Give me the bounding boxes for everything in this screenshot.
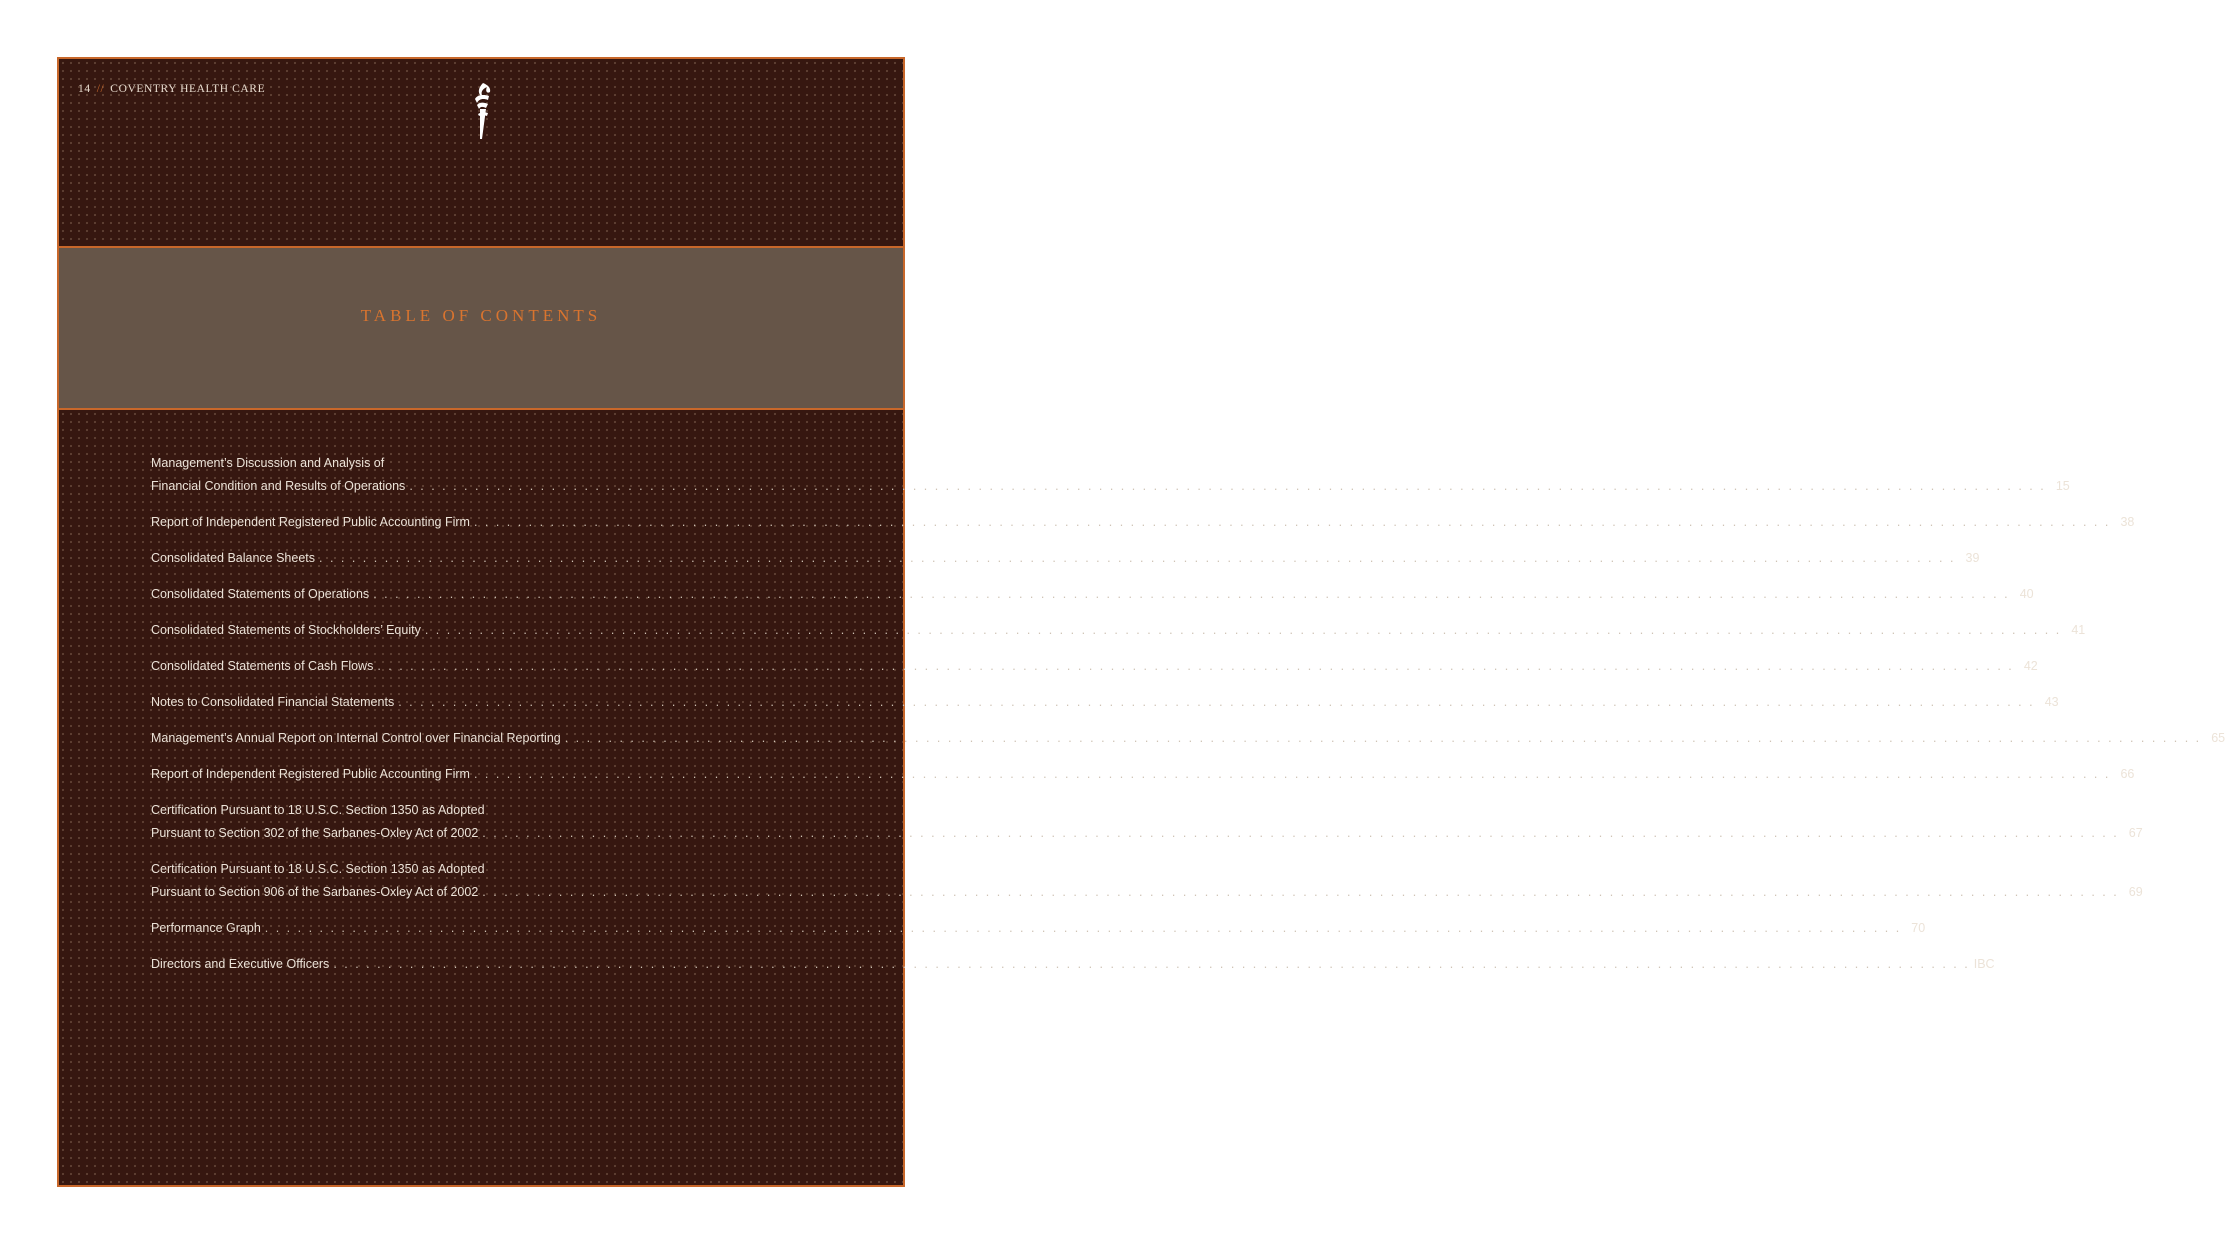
toc-line [151,475,2070,498]
running-head [78,83,265,95]
dot-leader: . . . . . . . . . . . . . . . . . . . . . . . . . . . . . . . . . . . . . . . . . . . . . . . . . . . . . . . . . . . . . . . . . . . . . . . . . . . . . . . . . . . . . . . . . . . . . . . . . . . . . . . . . . . . . . . . . . . . . . . . . . . . . . . . . . . . . . . . . . . . . . . . . . . . . . [482,885,2119,899]
toc-entry-title: Consolidated Statements of Stockholders’ Equity [151,623,421,637]
toc-page-number: 15 [2055,479,2070,493]
toc-line [151,619,2086,642]
toc-entry-title: Report of Independent Registered Public Accounting Firm [151,767,470,781]
toc-entry-title: Pursuant to Section 906 of the Sarbanes-Oxley Act of 2002 [151,885,479,899]
toc-entry-title: Consolidated Balance Sheets [151,551,316,565]
toc-page-number: 67 [2128,826,2143,840]
toc-entry-title: Certification Pursuant to 18 U.S.C. Section 1350 as Adopted [151,862,485,876]
table-of-contents [151,452,2225,989]
toc-page-number: 41 [2071,623,2086,637]
toc-line [151,511,2135,534]
dot-leader: . . . . . . . . . . . . . . . . . . . . . . . . . . . . . . . . . . . . . . . . . . . . . . . . . . . . . . . . . . . . . . . . . . . . . . . . . . . . . . . . . . . . . . . . . . . . . . . . . . . . . . . . . . . . . . . . . . . . . . . . . . . . . . . . . . . . . . . . . . . . . . . . . . . . . . [398,695,2035,709]
toc-line [151,799,831,822]
toc-entry [151,452,2070,498]
toc-line [151,655,2038,678]
page-title: TABLE OF CONTENTS [360,306,602,325]
toc-line [151,917,1926,940]
toc-entry [151,727,2225,750]
page-frame [57,57,2225,1187]
dot-leader: . . . . . . . . . . . . . . . . . . . . . . . . . . . . . . . . . . . . . . . . . . . . . . . . . . . . . . . . . . . . . . . . . . . . . . . . . . . . . . . . . . . . . . . . . . . . . . . . . . . . . . . . . . . . . . . . . . . . . . . . . . . . . . . . . . . . . . . . . . . . . . . . . . . . . . [373,587,2010,601]
toc-page-number: 42 [2023,659,2038,673]
page-number: 14 [78,83,91,95]
toc-page-number: IBC [1973,957,1995,971]
dot-leader: . . . . . . . . . . . . . . . . . . . . . . . . . . . . . . . . . . . . . . . . . . . . . . . . . . . . . . . . . . . . . . . . . . . . . . . . . . . . . . . . . . . . . . . . . . . . . . . . . . . . . . . . . . . . . . . . . . . . . . . . . . . . . . . . . . . . . . . . . . . . . . . . . . . . . . [333,957,1970,971]
dot-leader: . . . . . . . . . . . . . . . . . . . . . . . . . . . . . . . . . . . . . . . . . . . . . . . . . . . . . . . . . . . . . . . . . . . . . . . . . . . . . . . . . . . . . . . . . . . . . . . . . . . . . . . . . . . . . . . . . . . . . . . . . . . . . . . . . . . . . . . . . . . . . . . . . . . . . . [473,515,2111,529]
company-name: COVENTRY HEALTH CARE [110,83,266,95]
toc-entry-title: Financial Condition and Results of Operations [151,479,406,493]
toc-entry-title: Report of Independent Registered Public Accounting Firm [151,515,470,529]
toc-line [151,547,1980,570]
toc-line [151,953,1995,976]
toc-entry [151,799,2143,845]
toc-entry [151,547,1980,570]
toc-entry-title: Consolidated Statements of Cash Flows [151,659,374,673]
toc-line [151,881,2143,904]
toc-entry [151,917,1926,940]
header-band [59,59,903,246]
dot-leader: . . . . . . . . . . . . . . . . . . . . . . . . . . . . . . . . . . . . . . . . . . . . . . . . . . . . . . . . . . . . . . . . . . . . . . . . . . . . . . . . . . . . . . . . . . . . . . . . . . . . . . . . . . . . . . . . . . . . . . . . . . . . . . . . . . . . . . . . . . . . . . . . . . . . . . [473,767,2111,781]
toc-line [151,822,2143,845]
toc-entry [151,655,2038,678]
toc-page-number: 38 [2120,515,2135,529]
toc-entry-title: Performance Graph [151,921,261,935]
dot-leader: . . . . . . . . . . . . . . . . . . . . . . . . . . . . . . . . . . . . . . . . . . . . . . . . . . . . . . . . . . . . . . . . . . . . . . . . . . . . . . . . . . . . . . . . . . . . . . . . . . . . . . . . . . . . . . . . . . . . . . . . . . . . . . . . . . . . . . . . . . . . . . . . . . . . . . [264,921,1902,935]
toc-page-number: 65 [2211,731,2225,745]
toc-page-number: 43 [2044,695,2059,709]
toc-line [151,583,2034,606]
dot-leader: . . . . . . . . . . . . . . . . . . . . . . . . . . . . . . . . . . . . . . . . . . . . . . . . . . . . . . . . . . . . . . . . . . . . . . . . . . . . . . . . . . . . . . . . . . . . . . . . . . . . . . . . . . . . . . . . . . . . . . . . . . . . . . . . . . . . . . . . . . . . . . . . . . . . . . [482,826,2119,840]
toc-entry-title: Management’s Annual Report on Internal Control over Financial Reporting [151,731,561,745]
toc-entry [151,953,1995,976]
toc-entry [151,619,2086,642]
dot-leader: . . . . . . . . . . . . . . . . . . . . . . . . . . . . . . . . . . . . . . . . . . . . . . . . . . . . . . . . . . . . . . . . . . . . . . . . . . . . . . . . . . . . . . . . . . . . . . . . . . . . . . . . . . . . . . . . . . . . . . . . . . . . . . . . . . . . . . . . . . . . . . . . . . . . . . [377,659,2014,673]
toc-entry-title: Certification Pursuant to 18 U.S.C. Section 1350 as Adopted [151,803,485,817]
toc-line [151,763,2135,786]
toc-entry [151,691,2059,714]
toc-entry [151,511,2135,534]
toc-line [151,691,2059,714]
dot-leader: . . . . . . . . . . . . . . . . . . . . . . . . . . . . . . . . . . . . . . . . . . . . . . . . . . . . . . . . . . . . . . . . . . . . . . . . . . . . . . . . . . . . . . . . . . . . . . . . . . . . . . . . . . . . . . . . . . . . . . . . . . . . . . . . . . . . . . . . . . . . . . . . . . . . . . [409,479,2046,493]
toc-line [151,452,831,475]
dot-leader: . . . . . . . . . . . . . . . . . . . . . . . . . . . . . . . . . . . . . . . . . . . . . . . . . . . . . . . . . . . . . . . . . . . . . . . . . . . . . . . . . . . . . . . . . . . . . . . . . . . . . . . . . . . . . . . . . . . . . . . . . . . . . . . . . . . . . . . . . . . . . . . . . . . . . . [319,551,1956,565]
toc-entry [151,583,2034,606]
toc-page-number: 40 [2019,587,2034,601]
dot-leader: . . . . . . . . . . . . . . . . . . . . . . . . . . . . . . . . . . . . . . . . . . . . . . . . . . . . . . . . . . . . . . . . . . . . . . . . . . . . . . . . . . . . . . . . . . . . . . . . . . . . . . . . . . . . . . . . . . . . . . . . . . . . . . . . . . . . . . . . . . . . . . . . . . . . . . [424,623,2062,637]
toc-entry-title: Management’s Discussion and Analysis of [151,456,385,470]
toc-entry-title: Pursuant to Section 302 of the Sarbanes-Oxley Act of 2002 [151,826,479,840]
toc-page-number: 69 [2128,885,2143,899]
dot-leader: . . . . . . . . . . . . . . . . . . . . . . . . . . . . . . . . . . . . . . . . . . . . . . . . . . . . . . . . . . . . . . . . . . . . . . . . . . . . . . . . . . . . . . . . . . . . . . . . . . . . . . . . . . . . . . . . . . . . . . . . . . . . . . . . . . . . . . . . . . . . . . . . . . . . . . [564,731,2202,745]
toc-entry-title: Consolidated Statements of Operations [151,587,370,601]
toc-band [59,410,2225,1185]
toc-entry-title: Directors and Executive Officers [151,957,330,971]
toc-line [151,727,2225,750]
torch-logo-icon [469,81,497,141]
title-band [59,246,903,410]
toc-page-number: 70 [1911,921,1926,935]
toc-page-number: 39 [1965,551,1980,565]
toc-entry-title: Notes to Consolidated Financial Statements [151,695,395,709]
toc-line [151,858,831,881]
header-separator: // [96,83,105,95]
toc-entry [151,858,2143,904]
toc-page-number: 66 [2120,767,2135,781]
toc-entry [151,763,2135,786]
